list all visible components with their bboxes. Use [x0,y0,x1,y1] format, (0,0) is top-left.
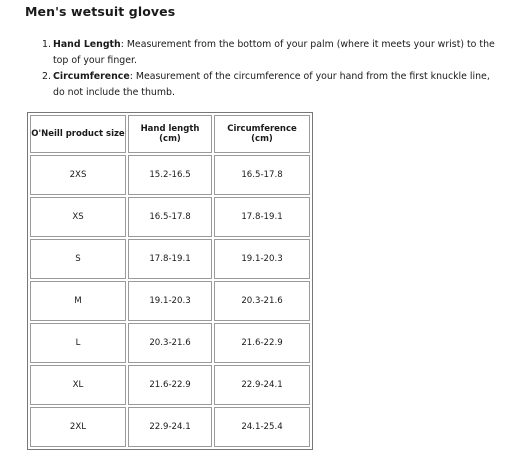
cell-hand-length: 21.6-22.9 [128,365,212,405]
list-term: Hand Length [53,39,121,50]
cell-circumference: 19.1-20.3 [214,239,310,279]
cell-size: S [30,239,126,279]
cell-size: XS [30,197,126,237]
table-header-row [30,115,310,153]
cell-hand-length: 16.5-17.8 [128,197,212,237]
list-item [42,69,497,101]
cell-hand-length: 20.3-21.6 [128,323,212,363]
measurement-list [42,37,497,101]
size-chart-table [27,112,313,450]
cell-circumference: 20.3-21.6 [214,281,310,321]
cell-size: 2XS [30,155,126,195]
table-row [30,239,310,279]
cell-size: L [30,323,126,363]
header-hand-length: Hand length (cm) [128,115,212,153]
cell-size: 2XL [30,407,126,447]
list-number: 1. [42,39,51,50]
table-row [30,407,310,447]
cell-hand-length: 22.9-24.1 [128,407,212,447]
table-row [30,197,310,237]
list-number: 2. [42,71,51,82]
header-circumference: Circumference (cm) [214,115,310,153]
cell-circumference: 24.1-25.4 [214,407,310,447]
cell-size: M [30,281,126,321]
list-description: : Measurement from the bottom of your palm (where it meets your wrist) to the top of your finger. [53,39,495,66]
header-product-size: O'Neill product size [30,115,126,153]
cell-circumference: 21.6-22.9 [214,323,310,363]
cell-circumference: 22.9-24.1 [214,365,310,405]
cell-hand-length: 19.1-20.3 [128,281,212,321]
cell-hand-length: 15.2-16.5 [128,155,212,195]
cell-circumference: 17.8-19.1 [214,197,310,237]
cell-circumference: 16.5-17.8 [214,155,310,195]
table-row [30,365,310,405]
table-row [30,155,310,195]
cell-hand-length: 17.8-19.1 [128,239,212,279]
list-description: : Measurement of the circumference of your hand from the first knuckle line, do not include the thumb. [53,71,490,98]
list-term: Circumference [53,71,130,82]
table-row [30,323,310,363]
page-title: Men's wetsuit gloves [25,4,176,19]
list-item [42,37,497,69]
cell-size: XL [30,365,126,405]
table-row [30,281,310,321]
